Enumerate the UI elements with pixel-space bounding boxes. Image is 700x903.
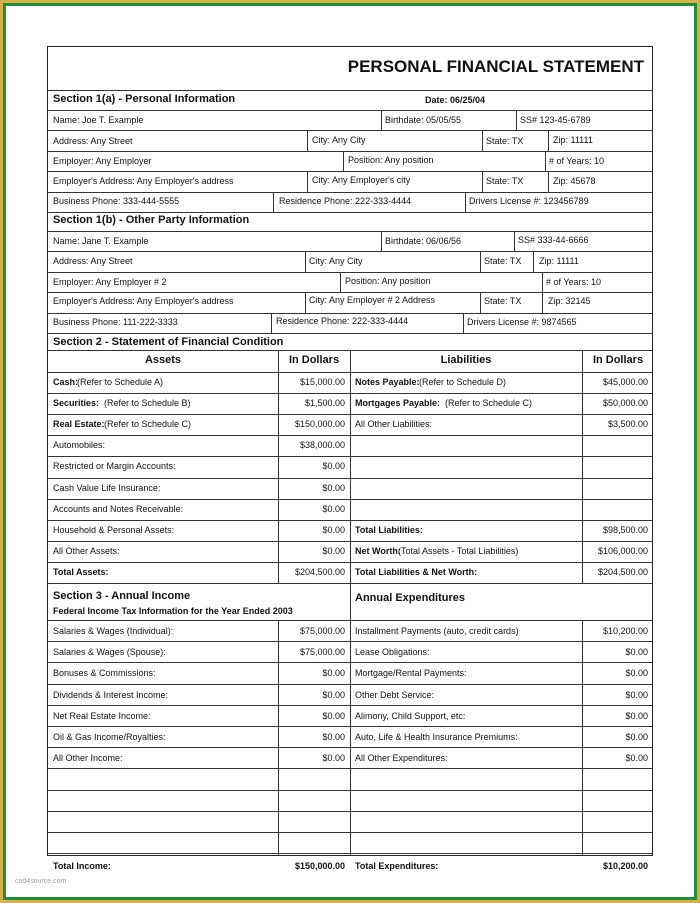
statement-date: Date: 06/25/04 — [425, 95, 486, 105]
income-value: $0.00 — [322, 668, 345, 678]
assets-dollars-header: In Dollars — [288, 354, 340, 366]
asset-value: $0.00 — [322, 483, 345, 493]
column-divider — [582, 350, 583, 583]
income-value: $0.00 — [322, 711, 345, 721]
liability-label-strong: Mortgages Payable: — [355, 398, 441, 408]
total-income-value: $150,000.00 — [294, 861, 345, 871]
section-1b-heading: Section 1(b) - Other Party Information — [53, 214, 250, 226]
s1b-drivers-license: Drivers License #: 9874565 — [467, 317, 577, 327]
s1b-employer-city: City: Any Employer # 2 Address — [309, 295, 436, 305]
asset-value: $0.00 — [322, 461, 345, 471]
s1a-years: # of Years: 10 — [549, 156, 605, 166]
s1b-zip: Zip: 11111 — [539, 256, 579, 266]
income-value: $75,000.00 — [299, 647, 345, 657]
column-divider — [278, 620, 279, 856]
s1b-employer: Employer: Any Employer # 2 — [53, 277, 167, 287]
s1a-employer-state: State: TX — [486, 176, 524, 186]
s1b-employer-state: State: TX — [484, 296, 522, 306]
liability-label-strong: Total Liabilities & Net Worth: — [355, 567, 478, 577]
income-label: Bonuses & Commissions: — [53, 668, 156, 678]
s1a-employer-city: City: Any Employer's city — [312, 175, 411, 185]
s1a-business-phone: Business Phone: 333-444-5555 — [53, 196, 180, 206]
asset-value: $150,000.00 — [294, 419, 345, 429]
liabilities-header: Liabilities — [440, 354, 492, 366]
asset-label: (Refer to Schedule B) — [104, 398, 191, 408]
income-value: $0.00 — [322, 732, 345, 742]
asset-label-strong: Total Assets: — [53, 567, 109, 577]
section-3-subheading: Federal Income Tax Information for the Year Ended 2003 — [53, 606, 293, 616]
s1b-residence-phone: Residence Phone: 222-333-4444 — [276, 316, 409, 326]
watermark: cod4source.com — [15, 878, 67, 885]
s1b-birthdate: Birthdate: 06/06/56 — [385, 236, 462, 246]
s1a-position: Position: Any position — [348, 155, 434, 165]
s1a-residence-phone: Residence Phone: 222-333-4444 — [279, 196, 412, 206]
financial-statement-form — [47, 46, 653, 871]
s1a-address: Address: Any Street — [53, 136, 133, 146]
expenditure-label: Mortgage/Rental Payments: — [355, 668, 467, 678]
asset-value: $38,000.00 — [299, 440, 345, 450]
assets-header: Assets — [144, 354, 182, 366]
expenditure-label: Alimony, Child Support, etc: — [355, 711, 466, 721]
liability-label: All Other Liabilities: — [355, 419, 433, 429]
total-expenditures-value: $10,200.00 — [602, 861, 648, 871]
asset-label-strong: Securities: — [53, 398, 100, 408]
liability-value: $106,000.00 — [597, 546, 648, 556]
liability-label: (Refer to Schedule C) — [445, 398, 533, 408]
s1a-drivers-license: Drivers License #: 123456789 — [469, 196, 589, 206]
expenditure-label: Other Debt Service: — [355, 690, 435, 700]
s1a-state: State: TX — [486, 136, 524, 146]
income-label: Dividends & Interest Income: — [53, 690, 169, 700]
s1a-birthdate: Birthdate: 05/05/55 — [385, 115, 462, 125]
expenditure-label: Installment Payments (auto, credit cards) — [355, 626, 519, 636]
expenditures-heading: Annual Expenditures — [355, 592, 466, 604]
income-label: Net Real Estate Income: — [53, 711, 151, 721]
income-label: Salaries & Wages (Individual): — [53, 626, 174, 636]
s1b-position: Position: Any position — [345, 276, 431, 286]
income-label: Salaries & Wages (Spouse): — [53, 647, 166, 657]
asset-label: Accounts and Notes Receivable: — [53, 504, 184, 514]
asset-value: $0.00 — [322, 525, 345, 535]
page-title: PERSONAL FINANCIAL STATEMENT — [347, 57, 644, 76]
s1b-city: City: Any City — [309, 256, 363, 266]
liability-value: $98,500.00 — [602, 525, 648, 535]
column-divider — [350, 350, 351, 583]
income-value: $0.00 — [322, 753, 345, 763]
liability-value: $45,000.00 — [602, 377, 648, 387]
s1b-employer-zip: Zip: 32145 — [548, 296, 591, 306]
s1b-employer-address: Employer's Address: Any Employer's address — [53, 296, 234, 306]
s1a-city: City: Any City — [312, 135, 366, 145]
asset-value: $0.00 — [322, 504, 345, 514]
asset-label-strong: Real Estate: — [53, 419, 105, 429]
s1a-employer: Employer: Any Employer — [53, 156, 152, 166]
asset-label-strong: Cash: — [53, 377, 79, 387]
income-value: $0.00 — [322, 690, 345, 700]
s1a-employer-address: Employer's Address: Any Employer's address — [53, 176, 234, 186]
income-label: All Other Income: — [53, 753, 123, 763]
column-divider — [350, 620, 351, 856]
asset-label: Cash Value Life Insurance: — [53, 483, 161, 493]
s1b-ss: SS# 333-44-6666 — [518, 235, 589, 245]
asset-label: (Refer to Schedule C) — [104, 419, 192, 429]
column-divider — [582, 620, 583, 856]
liability-label-strong: Total Liabilities: — [355, 525, 423, 535]
asset-label: Restricted or Margin Accounts: — [53, 461, 176, 471]
expenditure-value: $0.00 — [625, 753, 648, 763]
liability-label-strong: Notes Payable: — [355, 377, 420, 387]
s1b-business-phone: Business Phone: 111-222-3333 — [53, 317, 178, 327]
expenditure-value: $0.00 — [625, 711, 648, 721]
asset-label: (Refer to Schedule A) — [77, 377, 164, 387]
asset-value: $1,500.00 — [304, 398, 345, 408]
asset-value: $0.00 — [322, 546, 345, 556]
total-expenditures-label: Total Expenditures: — [355, 861, 439, 871]
expenditure-value: $10,200.00 — [602, 626, 648, 636]
s1a-zip: Zip: 11111 — [553, 135, 593, 145]
expenditure-label: All Other Expenditures: — [355, 753, 448, 763]
s1a-name: Name: Joe T. Example — [53, 115, 144, 125]
income-value: $75,000.00 — [299, 626, 345, 636]
s1b-address: Address: Any Street — [53, 256, 133, 266]
asset-label: All Other Assets: — [53, 546, 120, 556]
s1b-name: Name: Jane T. Example — [53, 236, 149, 246]
expenditure-value: $0.00 — [625, 732, 648, 742]
liability-label: (Refer to Schedule D) — [419, 377, 507, 387]
total-income-label: Total Income: — [53, 861, 111, 871]
expenditure-value: $0.00 — [625, 647, 648, 657]
asset-label: Household & Personal Assets: — [53, 525, 175, 535]
liability-label-strong: Net Worth: — [355, 546, 401, 556]
s1a-ss: SS# 123-45-6789 — [520, 115, 591, 125]
section-2-heading: Section 2 - Statement of Financial Condition — [53, 336, 284, 348]
liability-value: $50,000.00 — [602, 398, 648, 408]
expenditure-label: Lease Obligations: — [355, 647, 430, 657]
s1b-years: # of Years: 10 — [546, 277, 602, 287]
income-label: Oil & Gas Income/Royalties: — [53, 732, 166, 742]
s1a-employer-zip: Zip: 45678 — [553, 176, 596, 186]
section-1a-heading: Section 1(a) - Personal Information — [53, 93, 236, 105]
expenditure-value: $0.00 — [625, 668, 648, 678]
liability-value: $204,500.00 — [597, 567, 648, 577]
section-3-heading: Section 3 - Annual Income — [53, 590, 191, 602]
liability-label: (Total Assets - Total Liabilities) — [398, 546, 519, 556]
expenditure-value: $0.00 — [625, 690, 648, 700]
asset-value: $204,500.00 — [294, 567, 345, 577]
column-divider — [278, 350, 279, 583]
asset-value: $15,000.00 — [299, 377, 345, 387]
s1b-state: State: TX — [484, 256, 522, 266]
liability-value: $3,500.00 — [607, 419, 648, 429]
liabilities-dollars-header: In Dollars — [592, 354, 644, 366]
expenditure-label: Auto, Life & Health Insurance Premiums: — [355, 732, 518, 742]
asset-label: Automobiles: — [53, 440, 106, 450]
